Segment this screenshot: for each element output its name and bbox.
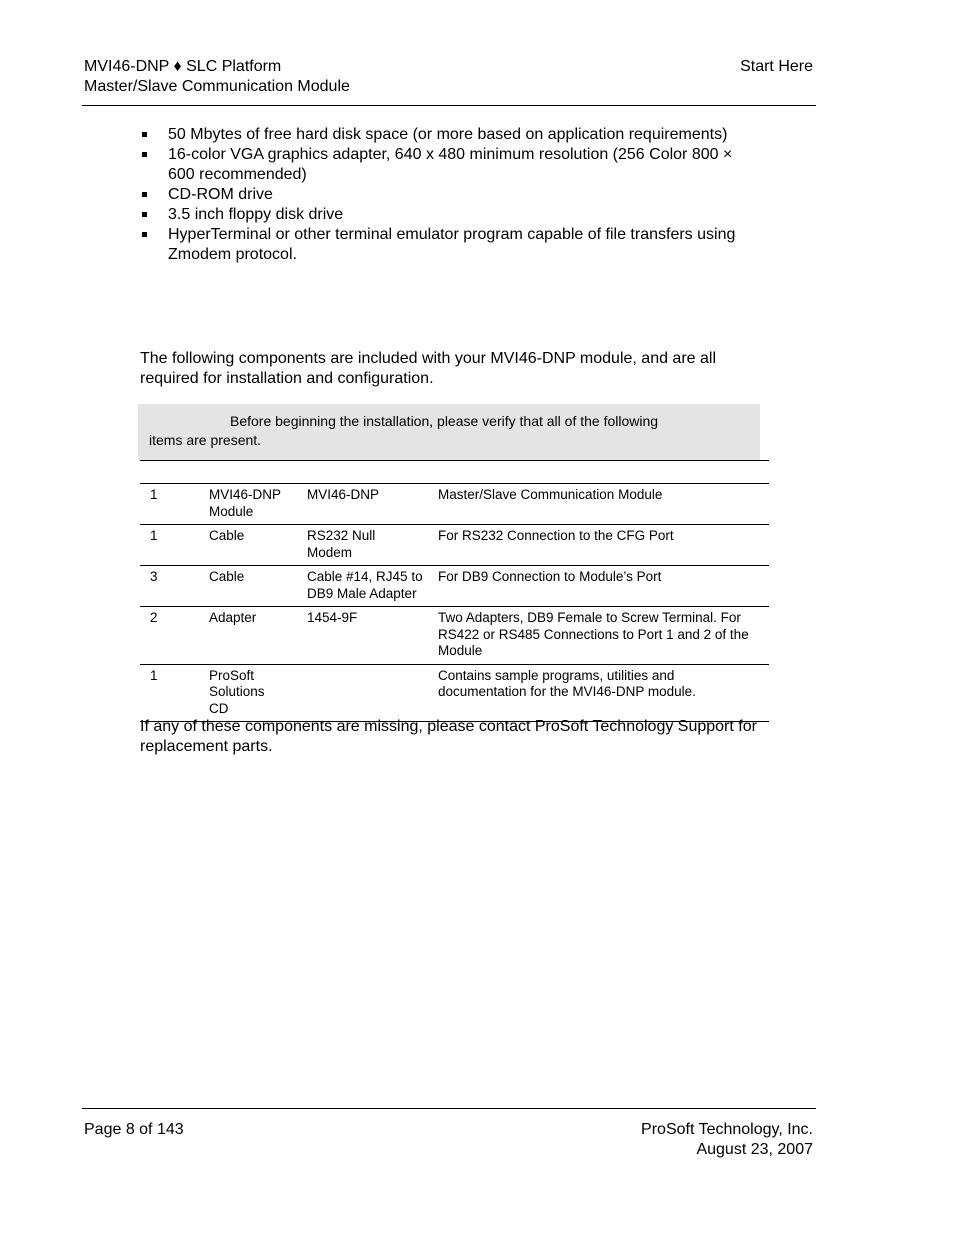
description-cell: Contains sample programs, utilities and documentation for the MVI46-DNP module. bbox=[428, 664, 769, 722]
list-item: 16-color VGA graphics adapter, 640 x 480 minimum resolution (256 Color 800 × 600 recommended) bbox=[140, 145, 760, 185]
parts-table bbox=[140, 483, 769, 722]
bullet-square-icon bbox=[142, 212, 147, 217]
header-rule bbox=[82, 105, 816, 106]
list-item: 3.5 inch floppy disk drive bbox=[140, 205, 760, 225]
note-line1: Before beginning the installation, please verify that all of the following bbox=[230, 413, 659, 429]
note-line2: items are present. bbox=[149, 432, 262, 448]
description-cell: Two Adapters, DB9 Female to Screw Terminal. For RS422 or RS485 Connections to Port 1 and 2 of the Module bbox=[428, 607, 769, 665]
table-top-rule bbox=[140, 460, 769, 461]
part-number-cell: MVI46-DNP bbox=[297, 484, 428, 525]
bullet-square-icon bbox=[142, 192, 147, 197]
part-number-cell: 1454-9F bbox=[297, 607, 428, 665]
note-box bbox=[138, 404, 760, 460]
intro-paragraph: The following components are included with your MVI46-DNP module, and are all required for installation and configuration. bbox=[140, 350, 717, 387]
closing-paragraph: If any of these components are missing, please contact ProSoft Technology Support for replacement parts. bbox=[140, 718, 757, 755]
qty-cell: 1 bbox=[140, 664, 199, 722]
part-number-cell: RS232 Null Modem bbox=[297, 525, 428, 566]
table-row bbox=[140, 525, 769, 566]
header-title-line2: Master/Slave Communication Module bbox=[84, 78, 350, 95]
header-title-line1: MVI46-DNP ♦ SLC Platform bbox=[84, 58, 282, 75]
list-item: 50 Mbytes of free hard disk space (or more based on application requirements) bbox=[140, 125, 760, 145]
table-row bbox=[140, 607, 769, 665]
description-cell: Master/Slave Communication Module bbox=[428, 484, 769, 525]
requirements-list bbox=[140, 125, 760, 265]
part-name-cell: ProSoft Solutions CD bbox=[199, 664, 297, 722]
list-item: CD-ROM drive bbox=[140, 185, 760, 205]
header-title bbox=[84, 57, 350, 97]
bullet-square-icon bbox=[142, 232, 147, 237]
bullet-square-icon bbox=[142, 132, 147, 137]
footer-info bbox=[641, 1120, 813, 1160]
bullet-square-icon bbox=[142, 152, 147, 157]
part-number-cell bbox=[297, 664, 428, 722]
footer-rule bbox=[82, 1108, 816, 1109]
qty-cell: 1 bbox=[140, 525, 199, 566]
table-row bbox=[140, 484, 769, 525]
table-row bbox=[140, 664, 769, 722]
part-name-cell: Cable bbox=[199, 525, 297, 566]
description-cell: For DB9 Connection to Module’s Port bbox=[428, 566, 769, 607]
part-name-cell: Adapter bbox=[199, 607, 297, 665]
part-number-cell: Cable #14, RJ45 to DB9 Male Adapter bbox=[297, 566, 428, 607]
qty-cell: 2 bbox=[140, 607, 199, 665]
publish-date: August 23, 2007 bbox=[696, 1141, 813, 1158]
part-name-cell: Cable bbox=[199, 566, 297, 607]
header-section: Start Here bbox=[740, 58, 813, 75]
page-number: Page 8 of 143 bbox=[84, 1121, 184, 1138]
qty-cell: 1 bbox=[140, 484, 199, 525]
description-cell: For RS232 Connection to the CFG Port bbox=[428, 525, 769, 566]
part-name-cell: MVI46-DNP Module bbox=[199, 484, 297, 525]
table-row bbox=[140, 566, 769, 607]
list-item: HyperTerminal or other terminal emulator program capable of file transfers using Zmodem protocol. bbox=[140, 225, 760, 265]
company-name: ProSoft Technology, Inc. bbox=[641, 1121, 813, 1138]
qty-cell: 3 bbox=[140, 566, 199, 607]
